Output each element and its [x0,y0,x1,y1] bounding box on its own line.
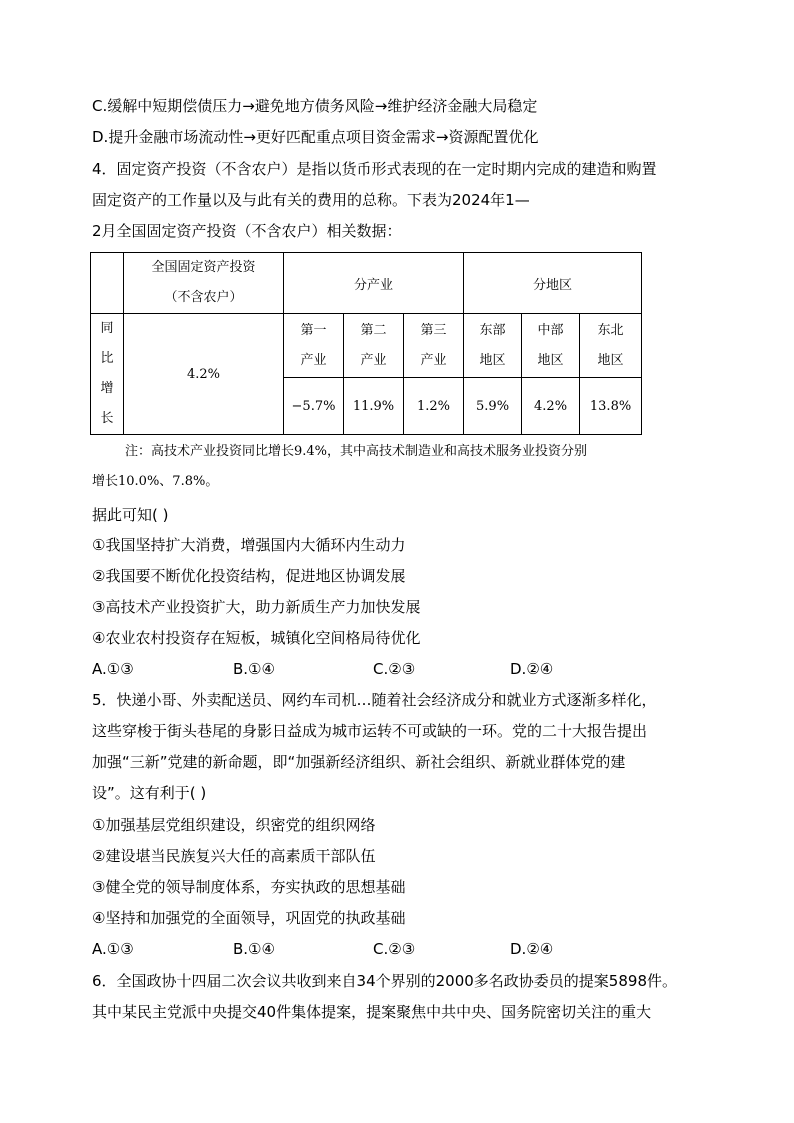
q5-stem-line-3: 加强“三新”党建的新命题，即“加强新经济组织、新社会组织、新就业群体党的建 [92,753,626,771]
q5-item-3: ③健全党的领导制度体系，夯实执政的思想基础 [92,878,406,896]
q4-stem-line-3: 2月全国固定资产投资（不含农户）相关数据： [92,222,402,240]
investment-table [90,252,642,435]
industry-primary-value: −5.7% [284,378,344,435]
industry-tertiary-value: 1.2% [404,378,464,435]
q4-item-2: ②我国要不断优化投资结构，促进地区协调发展 [92,567,406,585]
row-label-yoy: 同 比 增 长 [91,314,124,435]
q5-option-d[interactable]: D.②④ [510,940,554,958]
q5-option-b[interactable]: B.①④ [233,940,275,958]
q5-option-c[interactable]: C.②③ [373,940,416,958]
region-central-value: 4.2% [522,378,580,435]
q4-option-d[interactable]: D.②④ [510,660,554,678]
table-note-line-1: 注：高技术产业投资同比增长9.4%，其中高技术制造业和高技术服务业投资分别 [125,444,588,459]
q5-item-2: ②建设堪当民族复兴大任的高素质干部队伍 [92,847,376,865]
q4-stem-line-1: 4．固定资产投资（不含农户）是指以货币形式表现的在一定时期内完成的建造和购置 [92,160,657,178]
total-value: 4.2% [124,314,284,435]
industry-secondary-value: 11.9% [344,378,404,435]
region-northeast-header: 东北 地区 [580,314,642,378]
q4-answer-options [92,659,612,679]
region-central-header: 中部 地区 [522,314,580,378]
q4-item-4: ④农业农村投资存在短板，城镇化空间格局待优化 [92,629,421,647]
header-region: 分地区 [464,253,642,314]
q5-option-a[interactable]: A.①③ [92,940,134,958]
q5-stem-line-2: 这些穿梭于街头巷尾的身影日益成为城市运转不可或缺的一环。党的二十大报告提出 [92,722,648,740]
industry-secondary-header: 第二 产业 [344,314,404,378]
header-industry: 分产业 [284,253,464,314]
region-northeast-value: 13.8% [580,378,642,435]
region-east-value: 5.9% [464,378,522,435]
q4-item-3: ③高技术产业投资扩大，助力新质生产力加快发展 [92,598,421,616]
q3-option-c: C.缓解中短期偿债压力→避免地方债务风险→维护经济金融大局稳定 [92,97,538,115]
q4-prompt: 据此可知( ) [92,506,169,524]
q4-option-b[interactable]: B.①④ [233,660,275,678]
industry-tertiary-header: 第三 产业 [404,314,464,378]
q4-option-c[interactable]: C.②③ [373,660,416,678]
table-note-line-2: 增长10.0%、7.8%。 [92,474,219,489]
q3-option-d: D.提升金融市场流动性→更好匹配重点项目资金需求→资源配置优化 [92,128,539,146]
q5-item-4: ④坚持和加强党的全面领导，巩固党的执政基础 [92,909,406,927]
q4-stem-line-2: 固定资产的工作量以及与此有关的费用的总称。下表为2024年1— [92,191,530,209]
region-east-header: 东部 地区 [464,314,522,378]
q6-stem-line-2: 其中某民主党派中央提交40件集体提案，提案聚焦中共中央、国务院密切关注的重大 [92,1003,652,1021]
q4-item-1: ①我国坚持扩大消费，增强国内大循环内生动力 [92,536,406,554]
q5-stem-line-4: 设”。这有利于( ) [92,784,207,802]
q6-stem-line-1: 6．全国政协十四届二次会议共收到来自34个界别的2000多名政协委员的提案5898件。 [92,972,677,990]
industry-primary-header: 第一 产业 [284,314,344,378]
header-total: 全国固定资产投资 （不含农户） [124,253,284,314]
q5-item-1: ①加强基层党组织建设，织密党的组织网络 [92,816,376,834]
q5-stem-line-1: 5．快递小哥、外卖配送员、网约车司机…随着社会经济成分和就业方式逐渐多样化， [92,691,657,709]
q5-answer-options [92,939,612,959]
q4-option-a[interactable]: A.①③ [92,660,134,678]
table-corner [91,253,124,314]
